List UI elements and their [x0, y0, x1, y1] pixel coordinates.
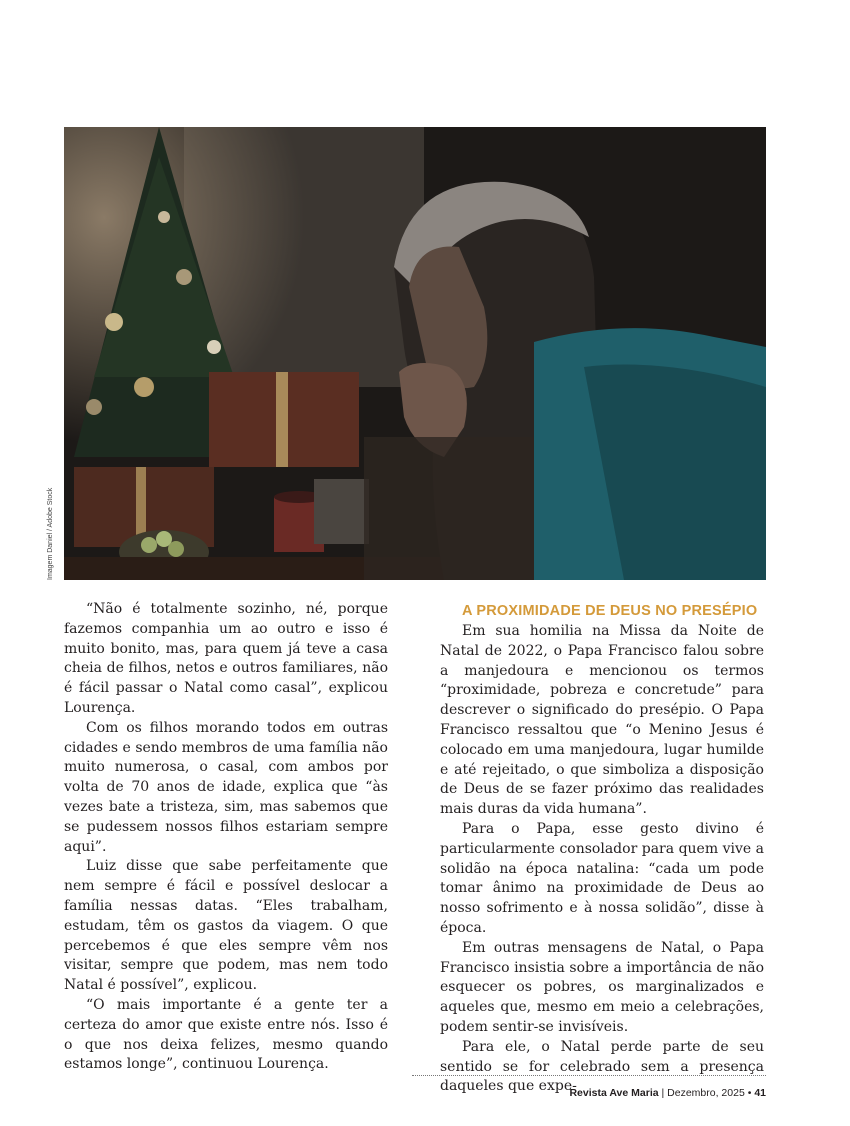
- right-column: [440, 600, 764, 1097]
- article-photo: [64, 127, 766, 580]
- paragraph: Em outras mensagens de Natal, o Papa Francisco insistia sobre a importância de não esquecer os pobres, os marginalizados e aqueles que, mesmo em meio a celebrações, podem sentir-se invisíveis.: [440, 939, 764, 1035]
- issue-date: Dezembro, 2025 •: [667, 1087, 752, 1099]
- page-number: 41: [754, 1087, 766, 1099]
- paragraph: Com os filhos morando todos em outras cidades e sendo membros de uma família não muito numerosa, o casal, com ambos por volta de 70 anos de idade, explica que “às vezes bate a tristeza, sim, mas sabemos que se pudessem nossos filhos estariam sempre aqui”.: [64, 719, 388, 855]
- paragraph: Para ele, o Natal perde parte de seu sentido se for celebrado sem a presença daqueles que expe-: [440, 1038, 764, 1095]
- paragraph: Luiz disse que sabe perfeitamente que nem sempre é fácil e possível deslocar a família nessas datas. “Eles trabalham, estudam, têm os gastos da viagem. O que percebemos é que eles sempre vêm nos visitar, sempre que podem, mas nem todo Natal é possível”, explicou.: [64, 858, 388, 994]
- paragraph: “O mais importante é a gente ter a certeza do amor que existe entre nós. Isso é o que nos deixa felizes, mesmo quando estamos longe”, continuou Lourença.: [64, 996, 388, 1073]
- photo-credit: Imagem Daniel / Adobe Stock: [47, 487, 54, 580]
- photo-illustration: [64, 127, 766, 580]
- footer-separator: |: [661, 1087, 665, 1099]
- footer-divider: [412, 1075, 766, 1076]
- section-title: A PROXIMIDADE DE DEUS NO PRESÉPIO: [462, 603, 758, 619]
- paragraph: Em sua homilia na Missa da Noite de Natal de 2022, o Papa Francisco falou sobre a manjedoura e mencionou os termos “proximidade, pobreza e concretude” para descrever o significado do presépio. O Papa Francisco ressaltou que “o Menino Jesus é colocado em uma manjedoura, lugar humilde e até rejeitado, o que simboliza a disposição de Deus de se fazer próximo das realidades mais duras da vida humana”.: [440, 623, 764, 818]
- magazine-name: Revista Ave Maria: [569, 1087, 659, 1099]
- page-footer: [569, 1087, 766, 1099]
- paragraph: Para o Papa, esse gesto divino é particularmente consolador para quem vive a solidão na época natalina: “cada um pode tomar ânimo na proximidade de Deus ao nosso sofrimento e à nossa solidão”, disse à época.: [440, 820, 764, 936]
- paragraph: “Não é totalmente sozinho, né, porque fazemos companhia um ao outro e isso é muito bonito, mas, para quem já teve a casa cheia de filhos, netos e outros familiares, não é fácil passar o Natal como casal”, explicou Lourença.: [64, 601, 388, 716]
- left-column: [64, 600, 388, 1075]
